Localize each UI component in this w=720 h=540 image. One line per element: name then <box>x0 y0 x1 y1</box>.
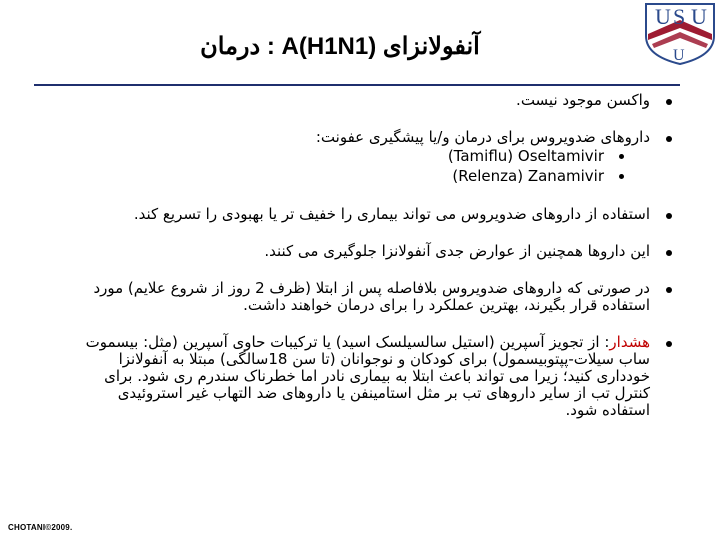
bullet-item <box>66 92 676 109</box>
bullet-text: داروهای ضدویروس برای درمان و/یا پیشگیری عفونت: <box>315 128 650 146</box>
drug-item <box>66 146 650 166</box>
sub-bullet-icon <box>619 154 624 159</box>
logo-letter-3: U <box>691 4 707 29</box>
bullet-text <box>66 334 650 419</box>
drug-list <box>66 146 650 186</box>
bullet-item <box>66 280 676 314</box>
bullet-list <box>66 92 676 419</box>
copyright-footer: CHOTANI©2009. <box>8 523 73 532</box>
bullet-icon <box>666 287 672 293</box>
logo-letter-2: S <box>673 4 686 29</box>
bullet-item <box>66 129 676 186</box>
bullet-text: استفاده از داروهای ضدویروس می تواند بیماری را خفیف تر یا بهبودی را تسریع کند. <box>133 205 650 223</box>
warning-label: هشدار <box>609 333 650 351</box>
bullet-icon <box>666 136 672 142</box>
bullet-icon <box>666 99 672 105</box>
university-logo <box>640 0 720 66</box>
bullet-item <box>66 206 676 223</box>
logo-letter-1: U <box>655 4 671 29</box>
slide-title: آنفولانزای A(H1N1) : درمان <box>200 33 480 60</box>
drug-name: (Tamiflu) Oseltamivir <box>447 147 604 165</box>
bullet-icon <box>666 213 672 219</box>
sub-bullet-icon <box>619 174 624 179</box>
title-divider <box>34 84 680 86</box>
drug-name: (Relenza) Zanamivir <box>452 167 604 185</box>
drug-item <box>66 166 650 186</box>
bullet-text: این داروها همچنین از عوارض جدی آنفولانزا جلوگیری می کنند. <box>264 242 650 260</box>
bullet-item-warning <box>66 334 676 419</box>
bullet-item <box>66 243 676 260</box>
bullet-icon <box>666 250 672 256</box>
warning-text: : از تجویز آسپرین (استیل سالسیلسک اسید) یا ترکیبات حاوی آسپرین (مثل: بیسموت ساب سیلات-پپتوبیسمول) برای کودکان و نوجوانان (تا سن 18سالگی) مبتلا به آنفولانزا خودداری کنید؛ زیرا می تواند باعث ابتلا به بیماری نادر اما خطرناک سندرم ری شود. برای کنترل تب از سایر داروهای تب بر مثل استامینفن یا داروهای ضد التهاب غیر استروئیدی استفاده شود. <box>85 333 650 419</box>
bullet-text: واکسن موجود نیست. <box>516 91 650 109</box>
logo-letter-4: U <box>673 47 685 64</box>
bullet-icon <box>666 341 672 347</box>
bullet-text: در صورتی که داروهای ضدویروس بلافاصله پس از ابتلا (ظرف 2 روز از شروع علایم) مورد استفاده قرار بگیرند، بهترین عملکرد را برای درمان خواهند داشت. <box>93 279 650 314</box>
